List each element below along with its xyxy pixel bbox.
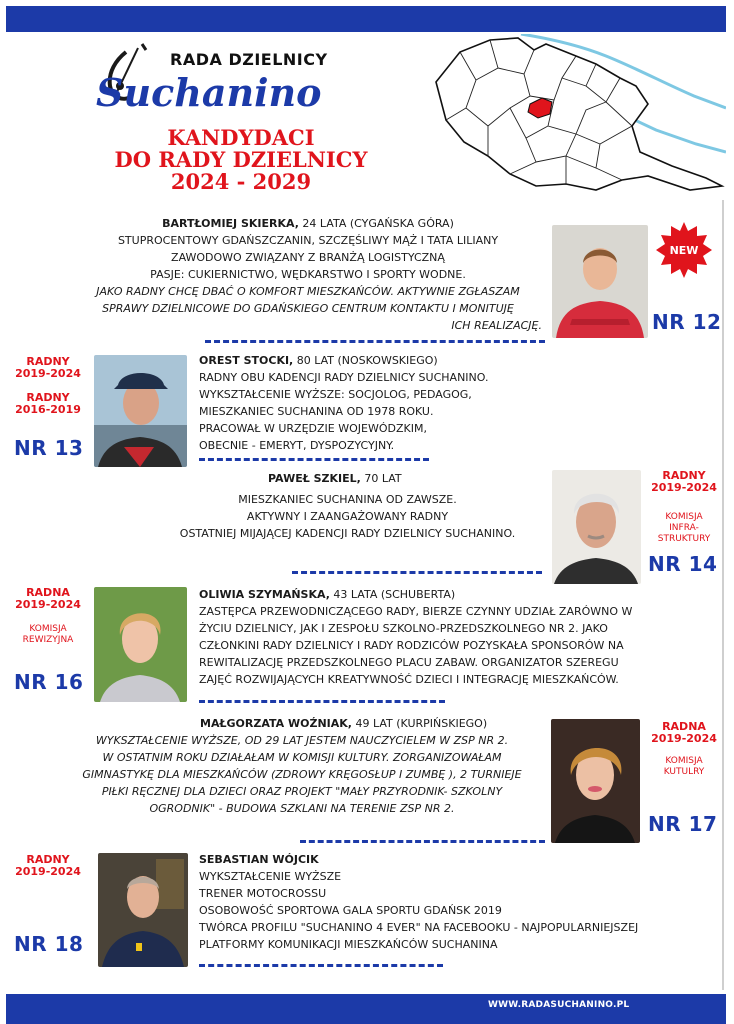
divider-dash <box>199 458 429 461</box>
bio-line: JAKO RADNY CHCĘ DBAĆ O KOMFORT MIESZKAŃCÓW. AKTYWNIE ZGŁASZAM <box>96 285 520 298</box>
headline-line: 2024 - 2029 <box>170 169 312 194</box>
candidate-name: PAWEŁ SZKIEL, <box>268 472 361 485</box>
candidate-wozniak-text <box>60 715 544 817</box>
divider-dash <box>300 840 545 843</box>
candidate-number: NR 16 <box>14 670 84 694</box>
candidate-szkiel-text <box>150 470 545 542</box>
bio-line: REWITALIZACJĘ PRZEDSZKOLNEGO PLACU ZABAW. ORGANIZATOR SZEREGU <box>199 656 619 669</box>
candidate-heading <box>60 715 544 732</box>
candidate-photo-szkiel <box>552 470 641 584</box>
bio-line: WYKSZTAŁCENIE WYŻSZE <box>199 870 342 883</box>
new-badge-label: NEW <box>669 244 699 257</box>
district-map <box>426 34 726 194</box>
candidate-name: OLIWIA SZYMAŃSKA, <box>199 588 330 601</box>
bio-line: PIŁKI RĘCZNEJ DLA DZIECI ORAZ PROJEKT "MAŁY PRZYRODNIK- SZKOLNY <box>101 785 503 798</box>
bio-line: RADNY OBU KADENCJI RADY DZIELNICY SUCHANINO. <box>199 371 489 384</box>
candidate-szymanska-text <box>199 586 669 688</box>
badge-line: KOMISJA <box>665 512 703 522</box>
status-badge <box>10 356 86 380</box>
candidate-detail: 43 LATA (SCHUBERTA) <box>329 588 456 601</box>
committee-badge <box>644 756 724 778</box>
bio-line: TRENER MOTOCROSSU <box>199 887 327 900</box>
bio-line: PASJE: CUKIERNICTWO, WĘDKARSTWO I SPORTY WODNE. <box>150 268 466 281</box>
candidate-stocki-text <box>199 352 529 454</box>
bio-line: CZŁONKINI RADY DZIELNICY I RADY RODZICÓW POZYSKAŁA SPONSORÓW NA <box>199 639 624 652</box>
bio-line: ZAWODOWO ZWIĄZANY Z BRANŻĄ LOGISTYCZNĄ <box>171 251 445 264</box>
divider-dash <box>292 571 542 574</box>
badge-line: RADNY <box>26 391 70 404</box>
candidate-photo-wojcik <box>98 853 188 967</box>
badge-line: REWIZYJNA <box>22 635 74 645</box>
badge-line: 2019-2024 <box>15 367 81 380</box>
badge-line: KOMISJA <box>665 756 703 766</box>
status-badge <box>8 587 88 611</box>
candidate-name: MAŁGORZATA WOŹNIAK, <box>200 717 352 730</box>
candidate-heading <box>199 352 529 369</box>
bio-line: MIESZKANIEC SUCHANINA OD 1978 ROKU. <box>199 405 434 418</box>
candidate-number: NR 13 <box>14 436 84 460</box>
badge-line: STRUKTURY <box>657 534 711 544</box>
bio-line: ZAJĘĆ ROZWIJAJĄCYCH KREATYWNOŚĆ DZIECI I INTEGRACJĘ MIESZKAŃCÓW. <box>199 673 619 686</box>
candidate-name: SEBASTIAN WÓJCIK <box>199 853 319 866</box>
logo-wordmark: Suchanino <box>96 70 322 115</box>
candidate-heading <box>68 215 548 232</box>
council-label: RADA DZIELNICY <box>170 50 328 69</box>
badge-line: 2019-2024 <box>651 481 717 494</box>
candidate-number: NR 17 <box>648 812 718 836</box>
bio-line: AKTYWNY I ZAANGAŻOWANY RADNY <box>246 510 449 523</box>
headline-line: DO RADY DZIELNICY <box>114 147 368 172</box>
candidate-detail: 70 LAT <box>360 472 402 485</box>
bio-line: WYKSZTAŁCENIE WYŻSZE: SOCJOLOG, PEDAGOG, <box>199 388 472 401</box>
status-badge <box>644 470 724 494</box>
status-badge <box>8 854 88 878</box>
candidate-detail: 24 LATA (CYGAŃSKA GÓRA) <box>298 217 454 230</box>
bio-line: ŻYCIU DZIELNICY, JAK I ZESPOŁU SZKOLNO-PRZEDSZKOLNEGO NR 2. JAKO <box>199 622 608 635</box>
badge-line: RADNA <box>26 586 70 599</box>
headline <box>78 127 404 193</box>
candidate-heading <box>150 470 545 487</box>
bio-line: OGRODNIK" - BUDOWA SZKLANI NA TERENIE ZSP NR 2. <box>149 802 455 815</box>
candidate-photo-wozniak <box>551 719 640 843</box>
candidate-heading <box>199 586 669 603</box>
bio-line: OSTATNIEJ MIJAJĄCEJ KADENCJI RADY DZIELNICY SUCHANINO. <box>179 527 516 540</box>
bio-line: ZASTĘPCA PRZEWODNICZĄCEGO RADY, BIERZE CZYNNY UDZIAŁ ZARÓWNO W <box>199 605 633 618</box>
badge-line: RADNY <box>662 469 706 482</box>
bio-line: PRACOWAŁ W URZĘDZIE WOJEWÓDZKIM, <box>199 422 427 435</box>
candidate-name: BARTŁOMIEJ SKIERKA, <box>162 217 299 230</box>
website-url[interactable]: WWW.RADASUCHANINO.PL <box>488 1000 630 1010</box>
bio-line: GIMNASTYKĘ DLA MIESZKAŃCÓW (ZDROWY KRĘGOSŁUP I ZUMBĘ ), 2 TURNIEJE <box>82 768 522 781</box>
candidate-heading <box>199 851 719 868</box>
candidate-detail: 49 LAT (KURPIŃSKIEGO) <box>351 717 488 730</box>
badge-line: KUTULRY <box>663 767 705 777</box>
divider-dash <box>199 964 443 967</box>
bio-line: STUPROCENTOWY GDAŃSZCZANIN, SZCZĘŚLIWY MĄŻ I TATA LILIANY <box>117 234 499 247</box>
badge-line: RADNY <box>26 853 70 866</box>
candidate-photo-szymanska <box>94 587 187 702</box>
new-star-badge-icon <box>656 222 712 278</box>
candidate-photo-skierka <box>552 225 648 338</box>
bio-line: ICH REALIZACJĘ. <box>451 319 542 332</box>
divider-dash <box>205 340 545 343</box>
status-badge <box>10 392 86 416</box>
bio-line: MIESZKANIEC SUCHANINA OD ZAWSZE. <box>238 493 457 506</box>
badge-line: KOMISJA <box>29 624 67 634</box>
candidate-number: NR 18 <box>14 932 84 956</box>
committee-badge <box>8 624 88 646</box>
top-band <box>6 6 726 32</box>
badge-line: 2019-2024 <box>15 598 81 611</box>
badge-line: 2019-2024 <box>15 865 81 878</box>
committee-badge <box>644 512 724 545</box>
badge-line: RADNY <box>26 355 70 368</box>
bio-line: PLATFORMY KOMUNIKACJI MIESZKAŃCÓW SUCHANINA <box>199 938 498 951</box>
candidate-detail: 80 LAT (NOSKOWSKIEGO) <box>293 354 438 367</box>
candidate-photo-stocki <box>94 355 187 467</box>
candidate-skierka-text <box>68 215 548 334</box>
candidate-name: OREST STOCKI, <box>199 354 294 367</box>
headline-line: KANDYDACI <box>167 125 315 150</box>
candidate-number: NR 12 <box>652 310 722 334</box>
badge-line: RADNA <box>662 720 706 733</box>
divider-dash <box>199 700 445 703</box>
badge-line: 2019-2024 <box>651 732 717 745</box>
right-rule <box>722 200 724 990</box>
bio-line: OSOBOWOŚĆ SPORTOWA GALA SPORTU GDAŃSK 2019 <box>199 904 502 917</box>
candidate-number: NR 14 <box>648 552 718 576</box>
bio-line: W OSTATNIM ROKU DZIAŁAŁAM W KOMISJI KULTURY. ZORGANIZOWAŁAM <box>102 751 502 764</box>
badge-line: INFRA- <box>669 523 699 533</box>
badge-line: 2016-2019 <box>15 403 81 416</box>
status-badge <box>644 721 724 745</box>
bio-line: SPRAWY DZIELNICOWE DO GDAŃSKIEGO CENTRUM KONTAKTU I MONITUJĘ <box>102 302 514 315</box>
bio-line: WYKSZTAŁCENIE WYŻSZE, OD 29 LAT JESTEM NAUCZYCIELEM W ZSP NR 2. <box>95 734 509 747</box>
candidate-wojcik-text <box>199 851 719 953</box>
bio-line: OBECNIE - EMERYT, DYSPOZYCYJNY. <box>199 439 395 452</box>
bio-line: TWÓRCA PROFILU "SUCHANINO 4 EVER" NA FACEBOOKU - NAJPOPULARNIEJSZEJ <box>199 921 639 934</box>
